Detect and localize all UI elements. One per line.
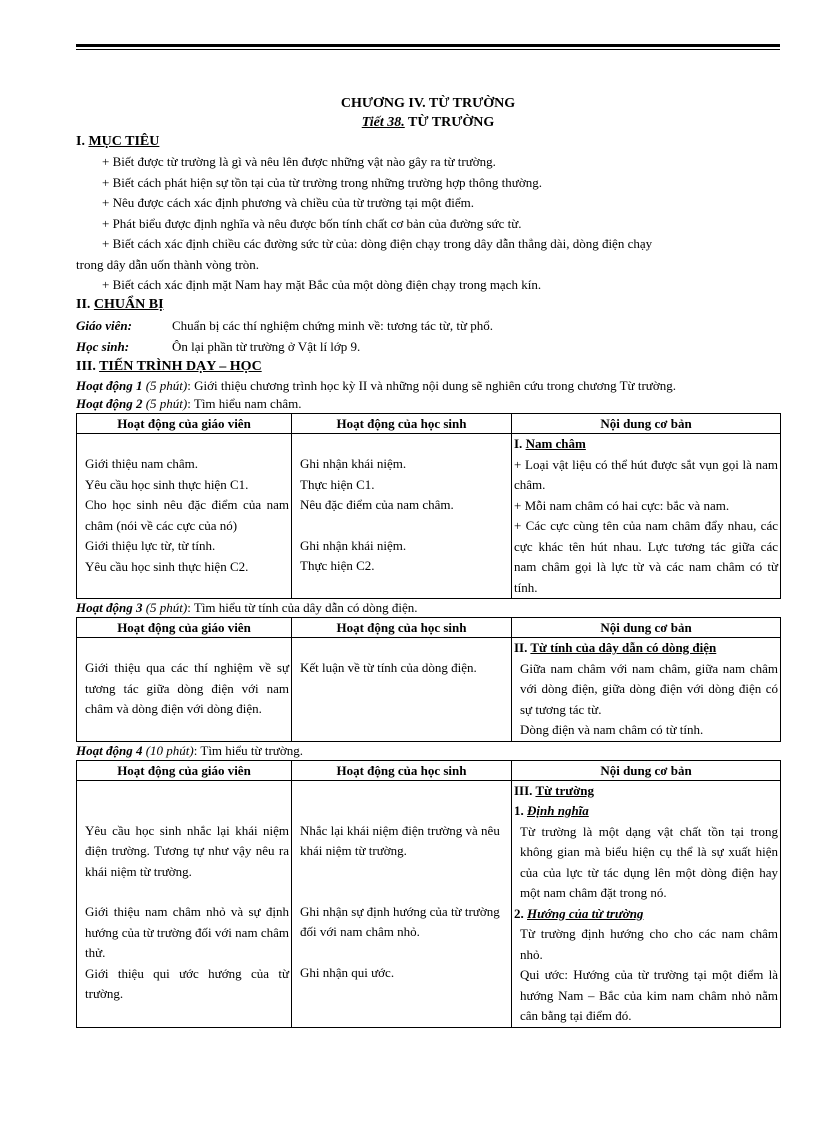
header-content: Nội dung cơ bản (512, 760, 781, 780)
student-line: Ghi nhận khái niệm. (300, 537, 407, 553)
header-content: Nội dung cơ bản (512, 414, 781, 434)
activity-4-table (76, 760, 781, 1028)
student-line: Ghi nhận khái niệm. (300, 456, 407, 471)
content-heading: I. Nam châm (514, 436, 586, 451)
header-content: Nội dung cơ bản (512, 618, 781, 638)
student-line: Ghi nhận qui ước. (300, 964, 395, 980)
content-subheading: 1. Định nghĩa (514, 803, 589, 818)
section-objectives: I. MỤC TIÊU (76, 134, 160, 149)
content-cell (512, 638, 781, 742)
content-heading: II. Từ tính của dây dẫn có dòng điện (514, 640, 717, 655)
content-line: + Mỗi nam châm có hai cực: bắc và nam. (514, 497, 730, 513)
header-student: Hoạt động của học sinh (292, 760, 512, 780)
teacher-line: Yêu cầu học sinh thực hiện C1. (85, 476, 249, 492)
objective-item: + Biết cách phát hiện sự tồn tại của từ trường trong những trường hợp thông thường. (102, 174, 542, 190)
activity-3-table (76, 617, 781, 742)
student-cell (292, 434, 512, 599)
teacher-line: Yêu cầu học sinh thực hiện C2. (85, 558, 249, 574)
teacher-line: Cho học sinh nêu đặc điểm của nam châm (nói về các cực của nó) (85, 497, 289, 533)
objective-item: + Biết cách xác định mặt Nam hay mặt Bắc của một dòng điện chạy trong mạch kín. (102, 276, 542, 292)
teacher-line: Giới thiệu lực từ, từ tính. (85, 538, 216, 553)
teacher-line: Giới thiệu nam châm. (85, 456, 199, 471)
teacher-cell (77, 434, 292, 599)
objective-item: + Biết cách xác định chiều các đường sức từ của: dòng điện chạy trong dây dẫn thẳng dài, dòng điện chạy (102, 236, 653, 251)
header-teacher: Hoạt động của giáo viên (77, 760, 292, 780)
student-line: Thực hiện C2. (300, 558, 375, 573)
content-line: Dòng điện và nam châm có từ tính. (520, 722, 704, 737)
student-line: Ghi nhận sự định hướng của từ trường đối với nam châm nhỏ. (300, 903, 500, 939)
objective-item: + Phát biểu được định nghĩa và nêu được bốn tính chất cơ bản của đường sức từ. (102, 215, 522, 231)
header-rule (76, 44, 780, 47)
teacher-cell (77, 638, 292, 742)
objective-item: + Biết được từ trường là gì và nêu lên được những vật nào gây ra từ trường. (102, 154, 496, 169)
content-cell (512, 434, 781, 599)
content-line: + Loại vật liệu có thể hút được sắt vụn gọi là nam châm. (514, 456, 778, 492)
objective-item-cont: trong dây dẫn uốn thành vòng tròn. (76, 256, 260, 272)
student-line: Nhắc lại khái niệm điện trường và nêu khái niệm từ trường. (300, 822, 500, 858)
content-line: + Các cực cùng tên của nam châm đẩy nhau, các cực khác tên hút nhau. Lực tương tác giữa các nam châm gọi là lực từ và các nam châm có từ tính. (514, 518, 778, 595)
teacher-line: Giới thiệu nam châm nhỏ và sự định hướng của từ trường đối với nam châm thử. (85, 904, 289, 960)
lesson-page (76, 44, 780, 1028)
content-line: Từ trường định hướng cho cho các nam châm nhỏ. (520, 926, 778, 962)
activity-3: Hoạt động 3 (5 phút): Tìm hiểu từ tính của dây dẫn có dòng điện. (76, 600, 418, 615)
teacher-line: Yêu cầu học sinh nhắc lại khái niệm điện trường. Tương tự như vậy nêu ra khái niệm từ trường. (85, 822, 289, 879)
section-preparation: II. CHUẨN BỊ (76, 297, 164, 312)
header-student: Hoạt động của học sinh (292, 414, 512, 434)
section-process: III. TIẾN TRÌNH DẠY – HỌC (76, 359, 262, 374)
student-cell (292, 780, 512, 1027)
student-cell (292, 638, 512, 742)
content-line: Giữa nam châm với nam châm, giữa nam châm với dòng điện, giữa dòng điện với dòng điện có sự tương tác từ. (520, 660, 778, 717)
teacher-line: Giới thiệu qui ước hướng của từ trường. (85, 965, 289, 1001)
prep-teacher: Giáo viên: Chuẩn bị các thí nghiệm chứng minh về: tương tác từ, từ phổ. (76, 318, 494, 333)
content-subheading: 2. Hướng của từ trường (514, 905, 644, 921)
header-rule-thin (76, 49, 780, 50)
header-student: Hoạt động của học sinh (292, 618, 512, 638)
student-line: Kết luận về từ tính của dòng điện. (300, 660, 477, 675)
activity-1: Hoạt động 1 (5 phút): Giới thiệu chương trình học kỳ II và những nội dung sẽ nghiên cứu trong chương Từ trường. (76, 378, 676, 393)
student-line: Nêu đặc điểm của nam châm. (300, 497, 454, 512)
activity-2: Hoạt động 2 (5 phút): Tìm hiểu nam châm. (76, 396, 302, 411)
student-line: Thực hiện C1. (300, 476, 375, 492)
teacher-line: Giới thiệu qua các thí nghiệm về sự tương tác giữa dòng điện với nam châm và dòng điện với dòng điện. (85, 660, 289, 716)
content-cell (512, 780, 781, 1027)
activity-2-table (76, 413, 781, 599)
activity-4: Hoạt động 4 (10 phút): Tìm hiểu từ trường. (76, 742, 303, 758)
lesson-title: Tiết 38. TỪ TRƯỜNG (361, 115, 495, 130)
prep-student: Học sinh: Ôn lại phần từ trường ở Vật lí lớp 9. (76, 339, 361, 354)
chapter-title: CHƯƠNG IV. TỪ TRƯỜNG (340, 96, 516, 111)
content-line: Từ trường là một dạng vật chất tồn tại trong không gian mà biểu hiện cụ thể là sự xuất hiện của của lực từ tác dụng lên một dòng điện hay một nam châm đặt trong nó. (520, 823, 778, 900)
teacher-cell (77, 780, 292, 1027)
content-heading: III. Từ trường (514, 782, 595, 798)
objective-item: + Nêu được cách xác định phương và chiều của từ trường tại một điểm. (102, 195, 475, 210)
header-teacher: Hoạt động của giáo viên (77, 618, 292, 638)
header-teacher: Hoạt động của giáo viên (77, 414, 292, 434)
content-line: Qui ước: Hướng của từ trường tại một điểm là hướng Nam – Bắc của kim nam châm nhỏ nằm cân bằng tại điểm đó. (520, 967, 778, 1023)
